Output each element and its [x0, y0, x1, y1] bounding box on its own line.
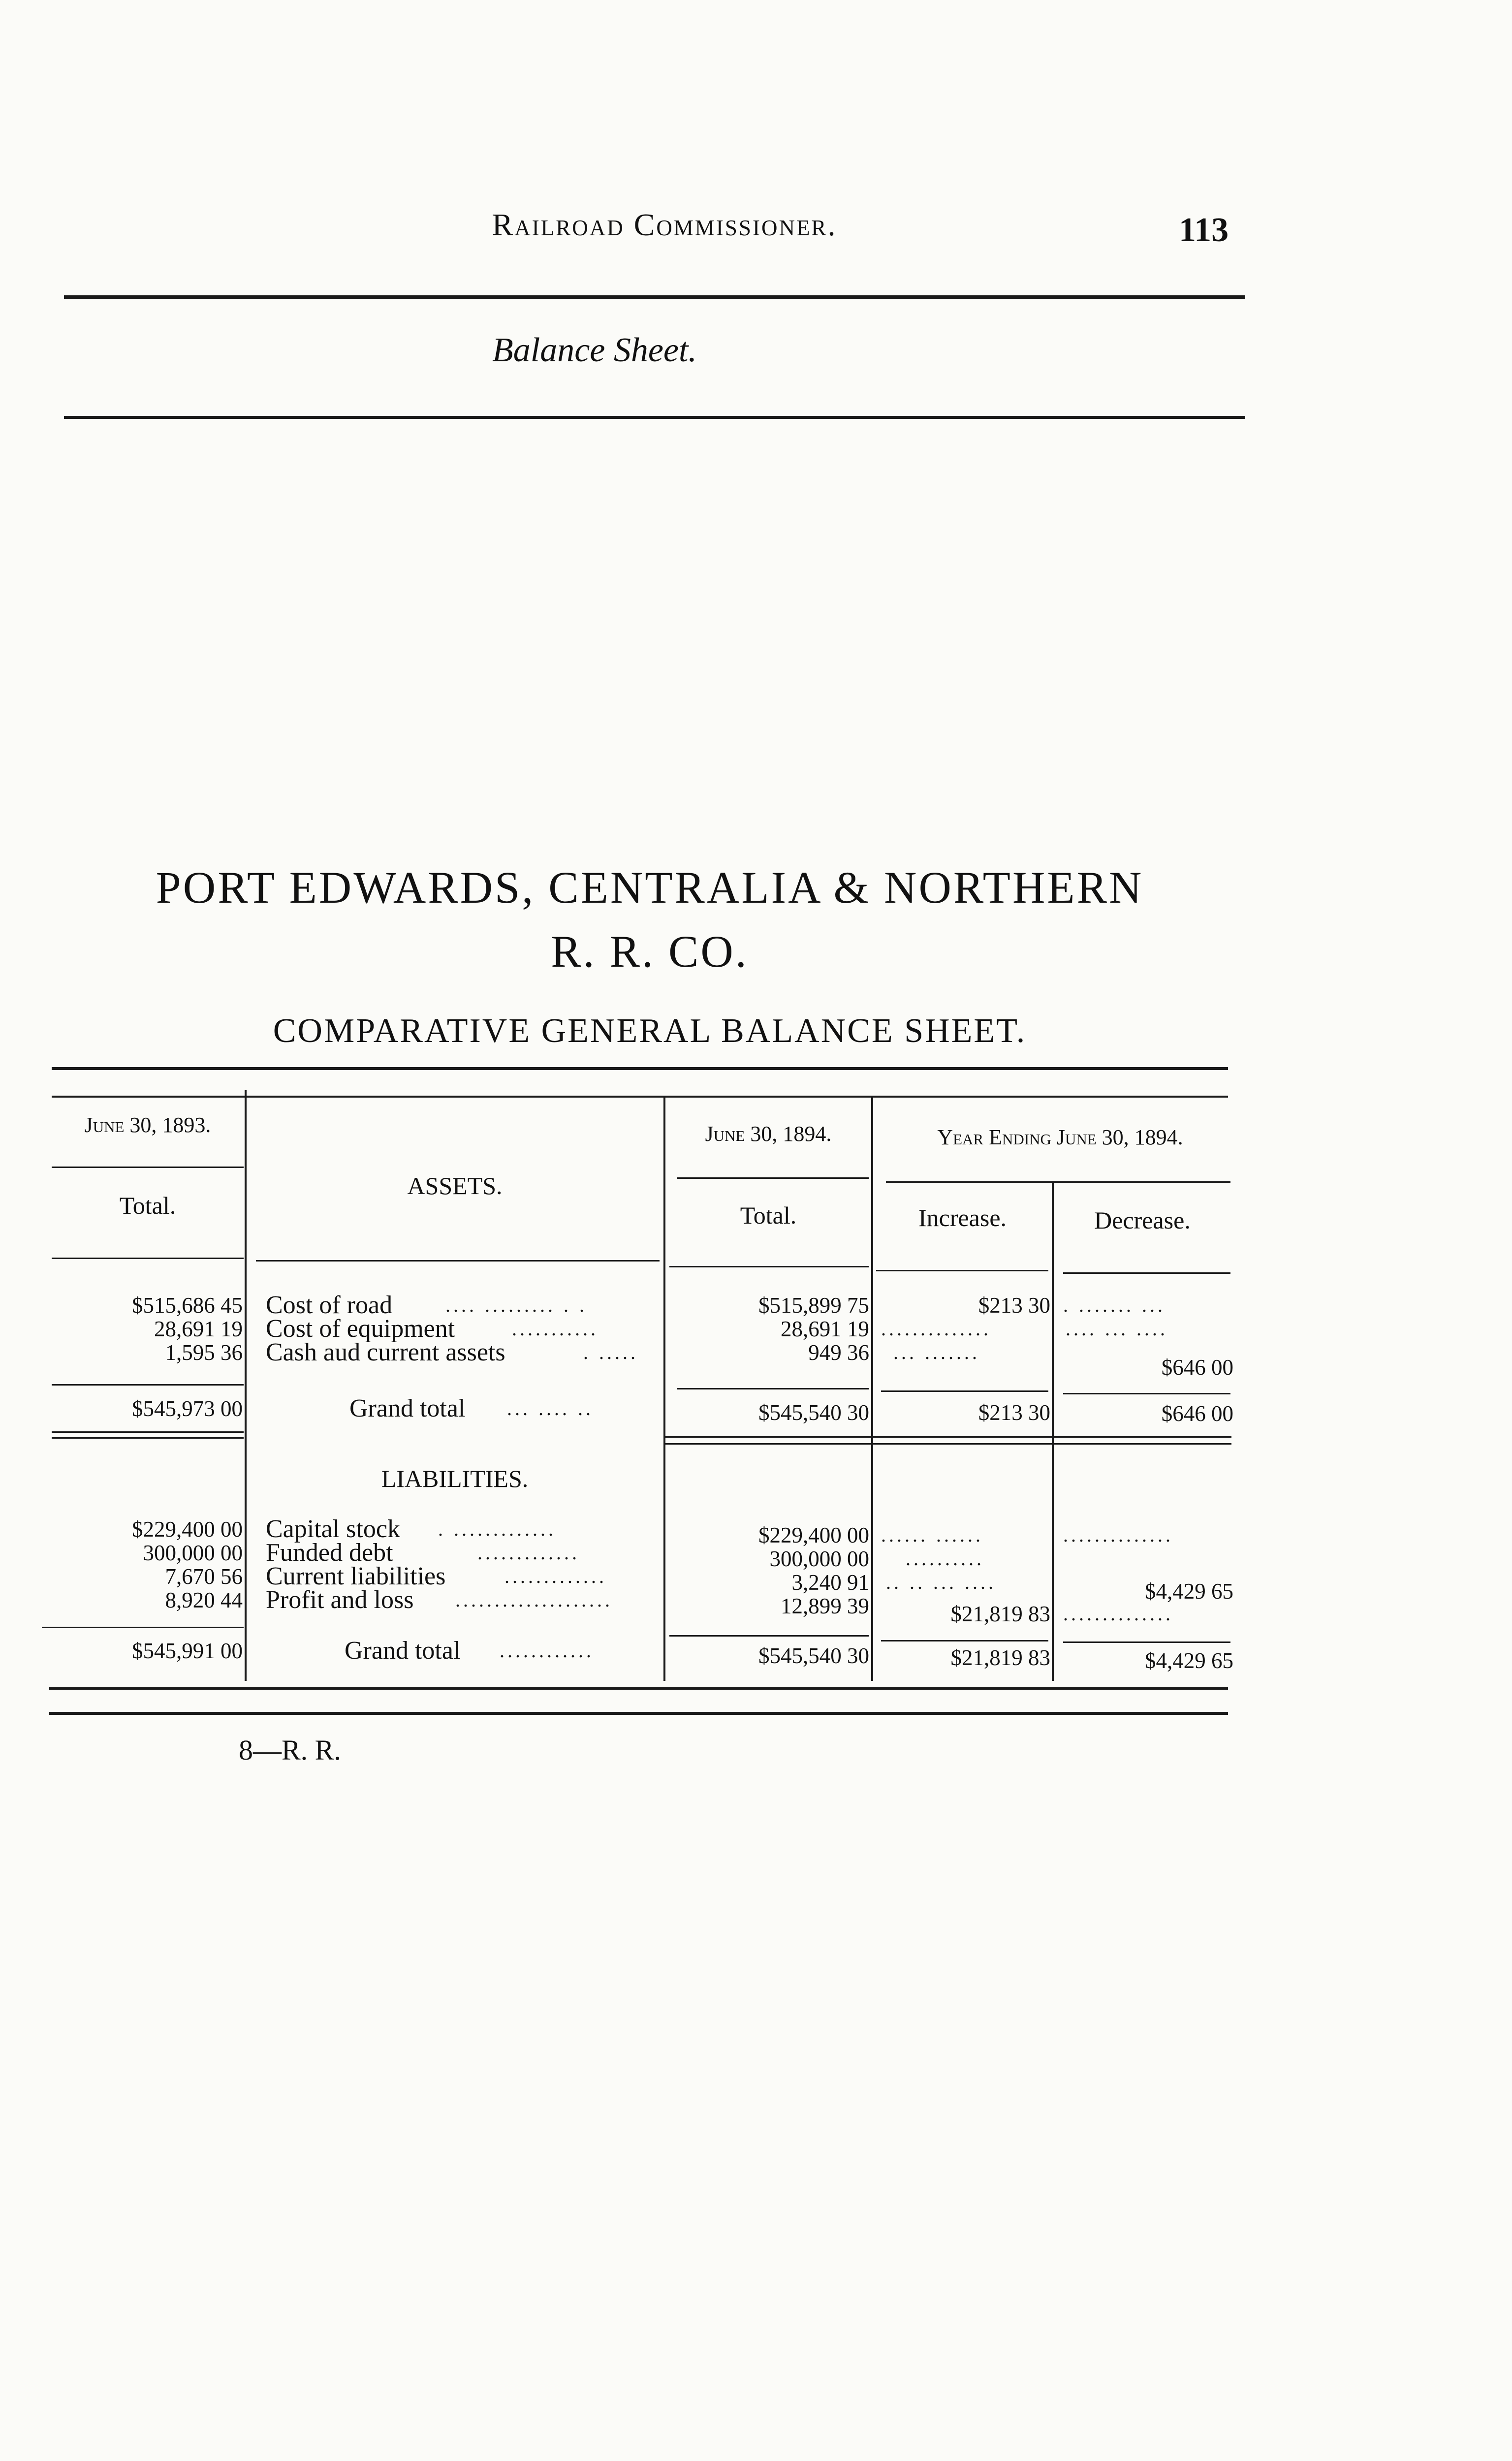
- asset-subtotal-rule: [881, 1390, 1048, 1392]
- col-year-header-rule: [886, 1181, 1230, 1183]
- col-increase-header: Increase.: [918, 1204, 1007, 1231]
- liability-decrease: $4,429 65: [1145, 1579, 1233, 1604]
- header-rule-1894: [669, 1266, 869, 1267]
- liability-subtotal-rule: [669, 1635, 869, 1637]
- asset-label: Cost of equipment: [266, 1315, 455, 1343]
- liability-grand-total-1893: $545,991 00: [132, 1639, 243, 1663]
- liability-1894-total: $229,400 00: [758, 1523, 869, 1547]
- asset-grand-total-1894: $545,540 30: [758, 1400, 869, 1425]
- leader-dots: .... ......... . .: [445, 1294, 587, 1316]
- leader-dots: ...........: [512, 1318, 598, 1340]
- liability-grand-total-1894: $545,540 30: [758, 1643, 869, 1668]
- leader-dots: ..............: [1063, 1603, 1173, 1625]
- liability-subtotal-rule: [881, 1640, 1048, 1641]
- liability-1894-total: 12,899 39: [781, 1594, 869, 1618]
- section-title: Balance Sheet.: [492, 331, 697, 369]
- col-1893-header-rule: [52, 1167, 244, 1168]
- table-rule-bottom: [49, 1687, 1228, 1690]
- col-1893-total-header: Total.: [119, 1192, 176, 1219]
- liability-1893-total: 7,670 56: [165, 1564, 243, 1589]
- leader-dots: ... .... ..: [507, 1397, 594, 1420]
- asset-subtotal-rule: [1063, 1393, 1230, 1394]
- company-name-line2: R. R. CO.: [551, 926, 749, 977]
- asset-grand-total-increase: $213 30: [978, 1400, 1050, 1425]
- liability-1893-total: $229,400 00: [132, 1517, 243, 1542]
- header-rule-1893: [52, 1258, 244, 1259]
- table-rule-top-2: [52, 1096, 1228, 1098]
- company-name: PORT EDWARDS, CENTRALIA & NORTHERN: [156, 862, 1144, 913]
- leader-dots: . .............: [438, 1518, 556, 1540]
- table-rule-top: [52, 1067, 1228, 1070]
- header-rule-assets: [256, 1260, 660, 1262]
- leader-dots: ..............: [1063, 1524, 1173, 1546]
- asset-total-double-rule: [665, 1443, 1231, 1445]
- col-line-4: [1052, 1181, 1054, 1681]
- liability-subtotal-rule: [42, 1627, 244, 1628]
- asset-1893-total: 28,691 19: [154, 1317, 243, 1341]
- col-decrease-header: Decrease.: [1094, 1206, 1191, 1234]
- col-assets-header: ASSETS.: [407, 1172, 503, 1199]
- asset-grand-total-decrease: $646 00: [1161, 1401, 1233, 1426]
- asset-grand-total-label: Grand total: [349, 1394, 466, 1422]
- col-1894-total-header: Total.: [740, 1201, 797, 1229]
- liability-1894-total: 3,240 91: [791, 1570, 869, 1595]
- footer-signature: 8—R. R.: [239, 1734, 341, 1766]
- liability-grand-total-decrease: $4,429 65: [1145, 1648, 1233, 1673]
- liability-label: Capital stock: [266, 1515, 400, 1543]
- asset-subtotal-rule: [52, 1384, 244, 1386]
- liability-1893-total: 8,920 44: [165, 1588, 243, 1612]
- asset-total-double-rule: [665, 1436, 1231, 1438]
- asset-subtotal-rule: [677, 1388, 869, 1389]
- asset-1894-total: 949 36: [808, 1340, 869, 1365]
- asset-1894-total: 28,691 19: [781, 1317, 869, 1341]
- leader-dots: ..........: [906, 1547, 984, 1570]
- asset-increase: $213 30: [978, 1293, 1050, 1318]
- col-1894-header-rule: [677, 1177, 869, 1179]
- leader-dots: . .....: [583, 1341, 638, 1363]
- liability-label: Current liabilities: [266, 1562, 446, 1590]
- liability-1893-total: 300,000 00: [143, 1541, 243, 1565]
- asset-1893-total: $515,686 45: [132, 1293, 243, 1318]
- asset-total-double-rule: [52, 1437, 244, 1439]
- liability-subtotal-rule: [1063, 1641, 1230, 1643]
- col-line-2: [663, 1098, 665, 1681]
- leader-dots: .............: [504, 1565, 607, 1587]
- leader-dots: .... ... ....: [1066, 1318, 1168, 1340]
- col-year-header: Year Ending June 30, 1894.: [937, 1125, 1183, 1149]
- leader-dots: ....................: [455, 1589, 613, 1611]
- header-rule-decrease: [1063, 1272, 1230, 1274]
- table-rule-bottom-2: [49, 1712, 1228, 1715]
- leader-dots: ..............: [881, 1318, 991, 1340]
- col-line-3: [871, 1098, 873, 1681]
- leader-dots: ............: [500, 1640, 594, 1662]
- asset-decrease: $646 00: [1161, 1355, 1233, 1380]
- leader-dots: .. .. ... ....: [886, 1571, 996, 1593]
- liability-grand-total-increase: $21,819 83: [950, 1645, 1050, 1670]
- asset-grand-total-1893: $545,973 00: [132, 1396, 243, 1421]
- liability-1894-total: 300,000 00: [769, 1546, 869, 1571]
- asset-label: Cash aud current assets: [266, 1338, 505, 1366]
- asset-1894-total: $515,899 75: [758, 1293, 869, 1318]
- header-rule-increase: [876, 1270, 1048, 1271]
- running-head: Railroad Commissioner.: [492, 207, 837, 242]
- asset-1893-total: 1,595 36: [165, 1340, 243, 1365]
- liability-increase: $21,819 83: [950, 1602, 1050, 1626]
- liabilities-heading: LIABILITIES.: [381, 1465, 529, 1492]
- asset-total-double-rule: [52, 1431, 244, 1433]
- leader-dots: . ....... ...: [1063, 1294, 1166, 1316]
- liability-label: Profit and loss: [266, 1586, 414, 1614]
- liability-label: Funded debt: [266, 1539, 393, 1567]
- leader-dots: ... .......: [893, 1341, 980, 1363]
- leader-dots: .............: [477, 1542, 580, 1564]
- asset-label: Cost of road: [266, 1291, 393, 1319]
- liability-grand-total-label: Grand total: [345, 1637, 461, 1665]
- leader-dots: ...... ......: [881, 1524, 983, 1546]
- col-1893-header: June 30, 1893.: [84, 1113, 211, 1137]
- sheet-title: COMPARATIVE GENERAL BALANCE SHEET.: [273, 1012, 1027, 1050]
- col-1894-header: June 30, 1894.: [705, 1122, 832, 1146]
- page-number: 113: [1179, 211, 1229, 249]
